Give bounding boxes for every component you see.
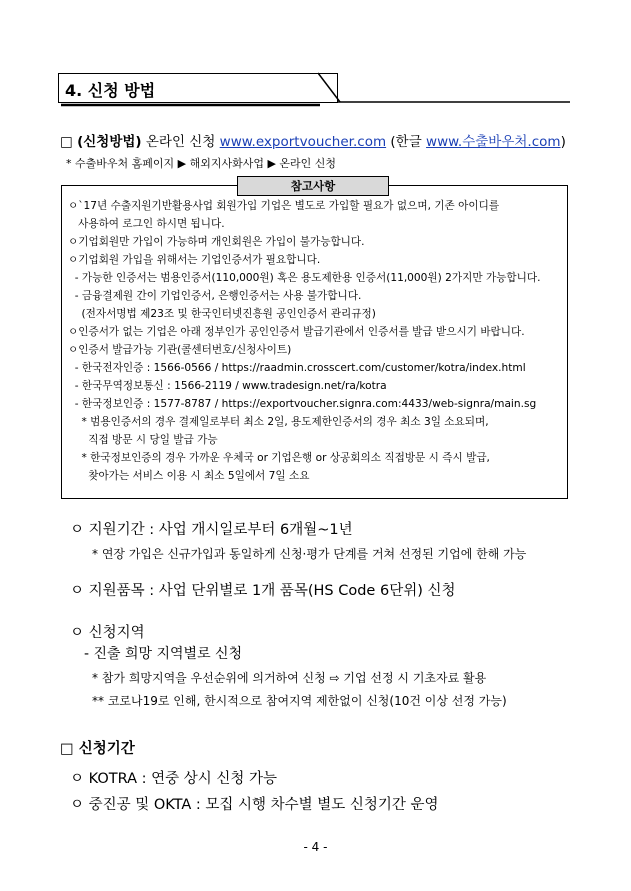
region-heading: ㅇ 신청지역 xyxy=(70,625,145,641)
region-sub: - 진출 희망 지역별로 신청 xyxy=(84,646,243,662)
export-voucher-link[interactable]: www.exportvoucher.com xyxy=(219,134,387,150)
method-text: 온라인 신청 xyxy=(141,134,220,150)
page-number: - 4 - xyxy=(303,840,328,854)
reference-line: - 금융결제원 간이 기업인증서, 은행인증서는 사용 불가합니다. xyxy=(68,290,362,302)
reference-line: 직접 방문 시 당일 발급 가능 xyxy=(68,434,218,446)
method-label: (신청방법) xyxy=(77,134,142,150)
reference-line: * 한국정보인증의 경우 가까운 우체국 or 기업은행 or 상공회의소 직접방문 시 즉시 발급, xyxy=(68,452,490,464)
reference-line: - 한국무역정보통신 : 1566-2119 / www.tradesign.net/ra/kotra xyxy=(68,380,387,392)
support-period-note: * 연장 가입은 신규가입과 동일하게 신청·평가 단계를 거쳐 선정된 기업에 한해 가능 xyxy=(92,547,527,561)
reference-line: - 한국전자인증 : 1566-0566 / https://raadmin.crosscert.com/customer/kotra/index.html xyxy=(68,362,526,374)
section-title-shadow xyxy=(58,73,322,107)
reference-line: - 가능한 인증서는 범용인증서(110,000원) 혹은 용도제한용 인증서(11,000원) 2가지만 가능합니다. xyxy=(68,272,541,284)
section-title: 4. 신청 방법 xyxy=(65,81,156,100)
reference-line: 찾아가는 서비스 이용 시 최소 5일에서 7일 소요 xyxy=(68,470,310,482)
apply-period-kotra: ㅇ KOTRA : 연중 상시 신청 가능 xyxy=(70,771,277,787)
support-item: ㅇ 지원품목 : 사업 단위별로 1개 품목(HS Code 6단위) 신청 xyxy=(70,583,456,599)
reference-line: * 범용인증서의 경우 결제일로부터 최소 2일, 용도제한인증서의 경우 최소 3일 소요되며, xyxy=(68,416,489,428)
reference-tag: 참고사항 xyxy=(237,176,389,196)
apply-period-title: □ 신청기간 xyxy=(60,741,135,757)
korean-voucher-link[interactable]: www.수출바우처.com xyxy=(426,134,561,150)
reference-line: - 한국정보인증 : 1577-8787 / https://exportvoucher.signra.com:4433/web-signra/main.sg xyxy=(68,398,537,410)
reference-box xyxy=(61,185,568,499)
reference-line: ㅇ기업회원만 가입이 가능하며 개인회원은 가입이 불가능합니다. xyxy=(68,236,365,248)
method-note: * 수출바우처 홈페이지 ▶ 해외지사화사업 ▶ 온라인 신청 xyxy=(66,157,337,170)
method-line xyxy=(60,130,566,150)
support-period: ㅇ 지원기간 : 사업 개시일로부터 6개월~1년 xyxy=(70,522,353,538)
method-bullet: □ xyxy=(60,134,73,150)
reference-line: ㅇ기업회원 가입을 위해서는 기업인증서가 필요합니다. xyxy=(68,254,321,266)
reference-line: ㅇ인증서 발급가능 기관(콜센터번호/신청사이트) xyxy=(68,344,292,356)
reference-line: ㅇ인증서가 없는 기업은 아래 정부인가 공인인증서 발급기관에서 인증서를 발급 받으시기 바랍니다. xyxy=(68,326,525,338)
reference-line: 사용하여 로그인 하시면 됩니다. xyxy=(68,218,225,230)
method-close: ) xyxy=(560,134,566,150)
reference-line: (전자서명법 제23조 및 한국인터넷진흥원 공인인증서 관리규정) xyxy=(68,308,376,320)
method-mid: (한글 xyxy=(386,134,427,150)
apply-period-okta: ㅇ 중진공 및 OKTA : 모집 시행 차수별 별도 신청기간 운영 xyxy=(70,797,439,813)
section-title-underline xyxy=(318,72,571,104)
region-note-1: * 참가 희망지역을 우선순위에 의거하여 신청 ⇨ 기업 선정 시 기초자료 활용 xyxy=(92,671,487,685)
region-note-2: ** 코로나19로 인해, 한시적으로 참여지역 제한없이 신청(10건 이상 선정 가능) xyxy=(92,694,507,708)
reference-line: ㅇ`17년 수출지원기반활용사업 회원가입 기업은 별도로 가입할 필요가 없으며, 기존 아이디를 xyxy=(68,200,500,212)
